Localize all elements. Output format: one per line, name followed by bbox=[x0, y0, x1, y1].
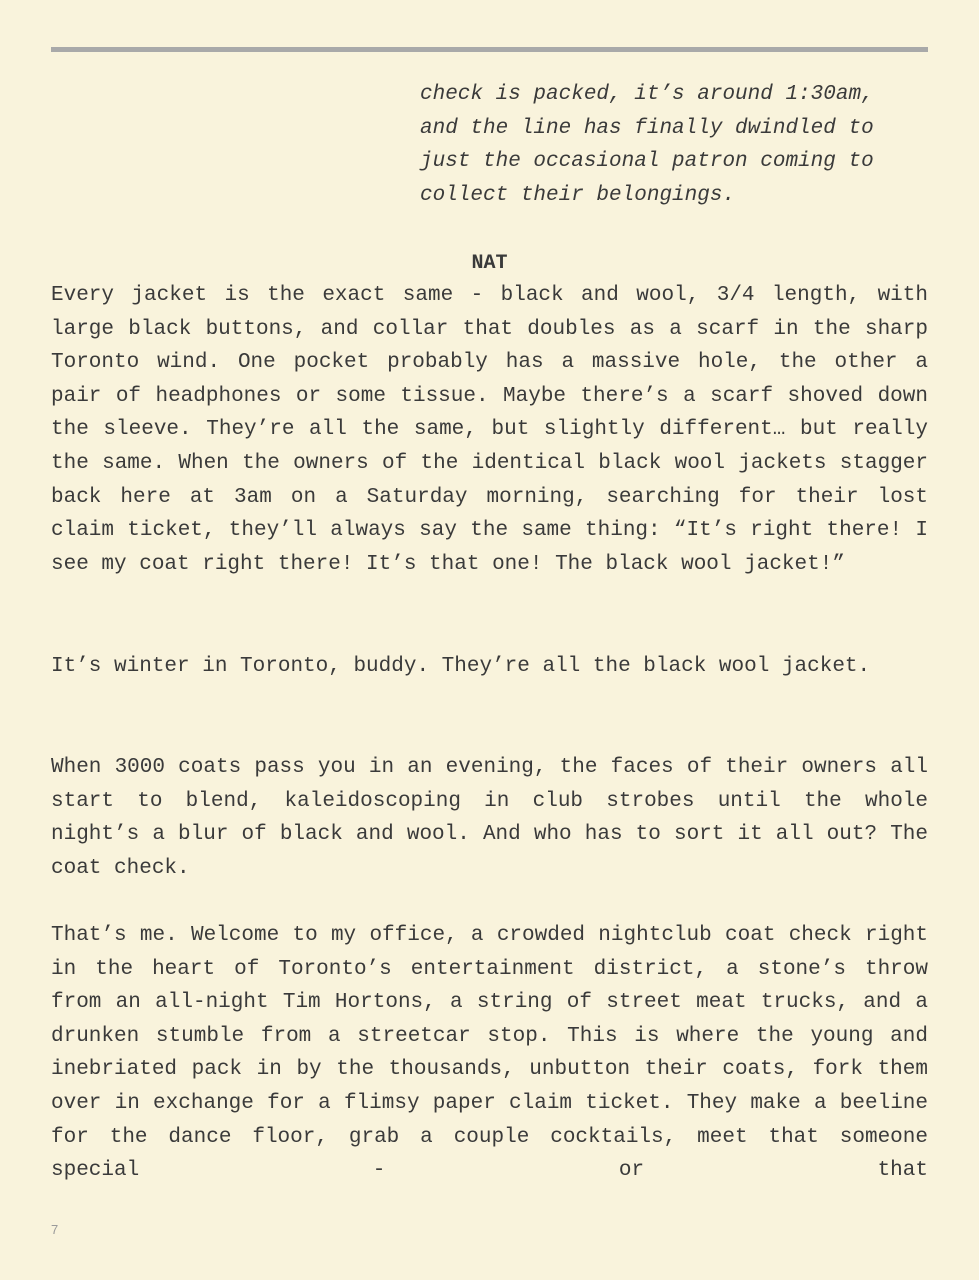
dialogue-paragraph: It’s winter in Toronto, buddy. They’re all the black wool jacket. bbox=[51, 655, 871, 678]
character-name: NAT bbox=[471, 252, 508, 275]
dialogue-paragraph: When 3000 coats pass you in an evening, the faces of their owners all start to blend, kaleidoscoping in club strobes until the whole night’s a blur of black and wool. And who has to sort it all out? The coat check. bbox=[51, 756, 928, 880]
dialogue-paragraph: That’s me. Welcome to my office, a crowded nightclub coat check right in the heart of Toronto’s entertainment district, a stone’s throw from an all-night Tim Hortons, a string of street meat trucks, and a drunken stumble from a streetcar stop. This is where the young and inebriated pack in by the thousands, unbutton their coats, fork them over in exchange for a flimsy paper claim ticket. They make a beeline for the dance floor, grab a couple cocktails, meet that someone special - or that bbox=[51, 924, 928, 1183]
page-number: 7 bbox=[51, 1222, 59, 1237]
dialogue-paragraph: Every jacket is the exact same - black and wool, 3/4 length, with large black buttons, and collar that doubles as a scarf in the sharp Toronto wind. One pocket probably has a massive hole, the other a pair of headphones or some tissue. Maybe there’s a scarf shoved down the sleeve. They’re all the same, but slightly different… but really the same. When the owners of the identical black wool jackets stagger back here at 3am on a Saturday morning, searching for their lost claim ticket, they’ll always say the same thing: “It’s right there! I see my coat right there! It’s that one! The black wool jacket!” bbox=[51, 284, 928, 576]
top-rule bbox=[51, 47, 928, 52]
stage-direction: check is packed, it’s around 1:30am, and the line has finally dwindled to just the occasional patron coming to collect their belongings. bbox=[420, 83, 874, 207]
